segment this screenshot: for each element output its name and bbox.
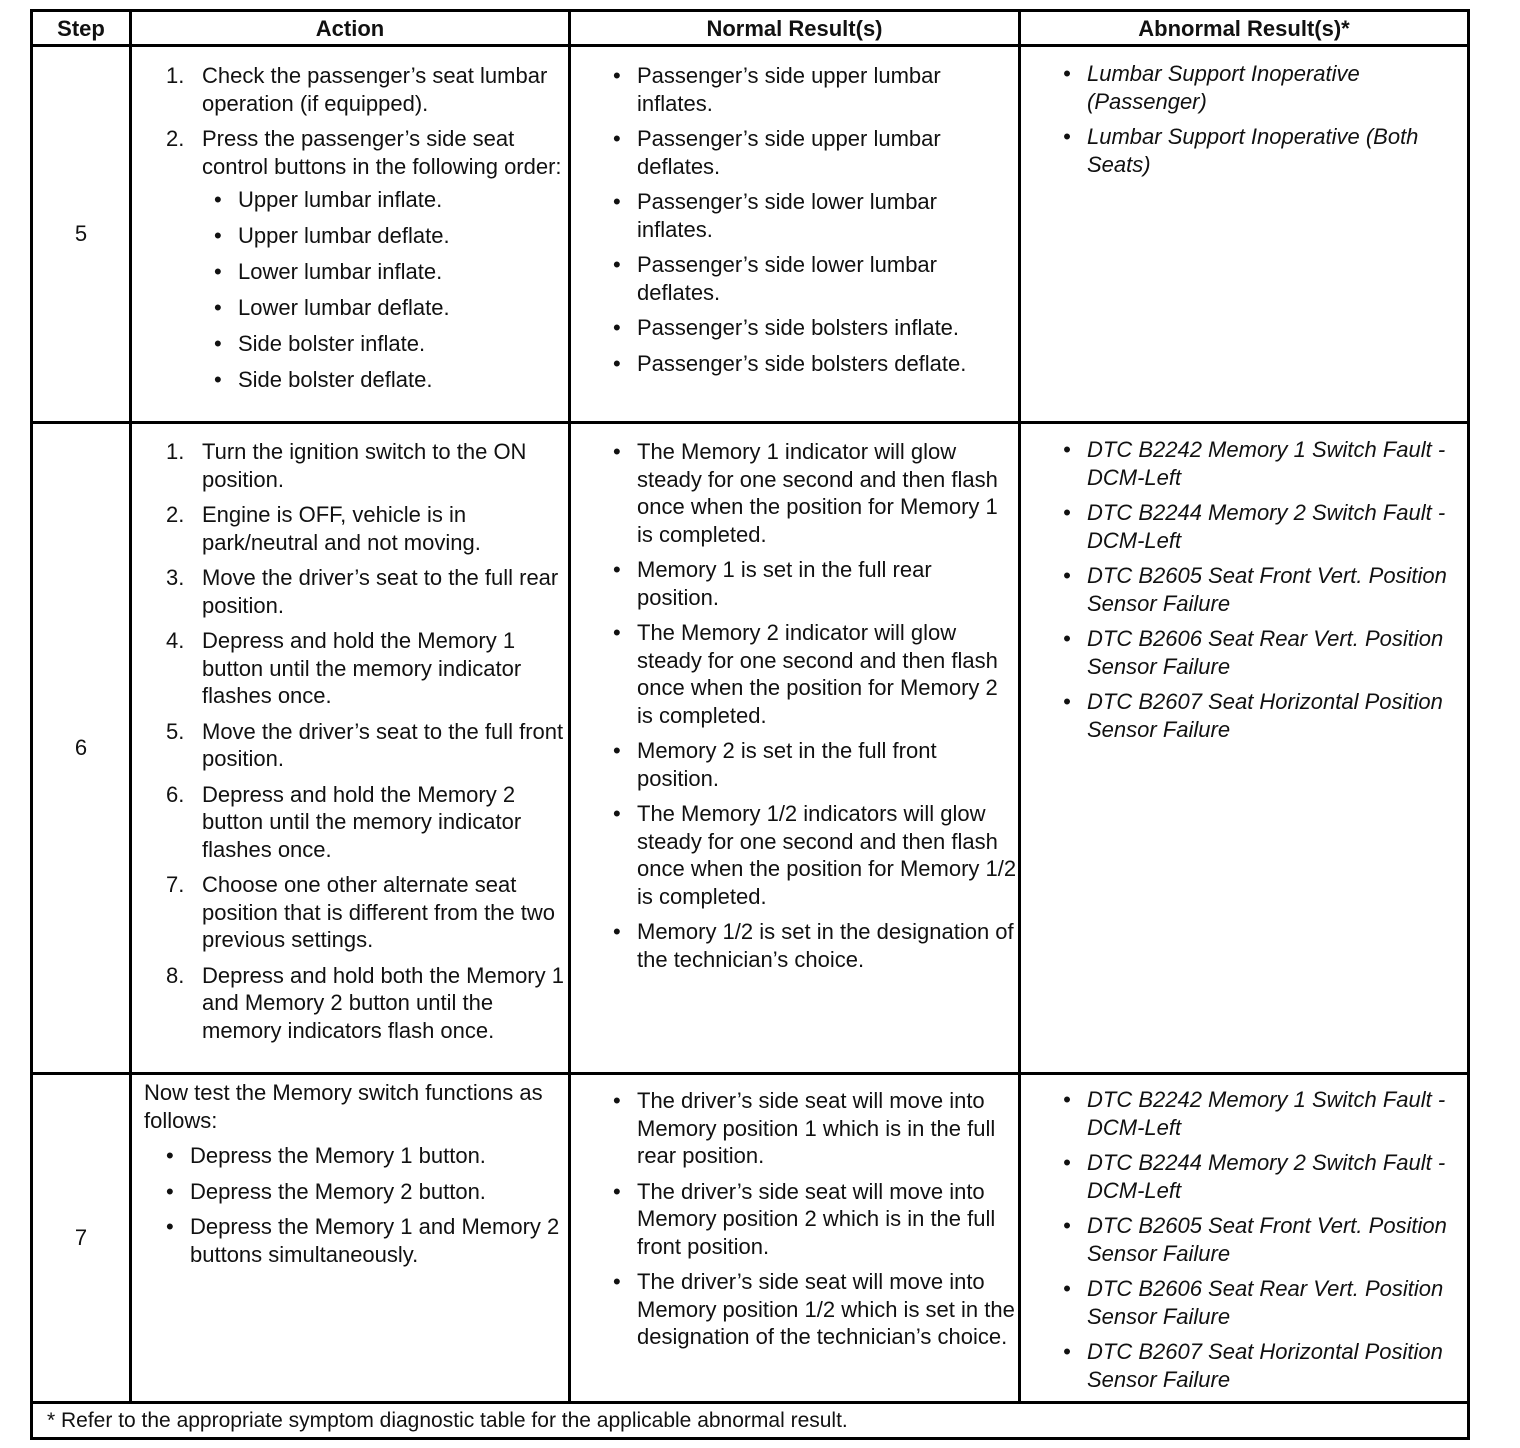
action-cell	[131, 46, 570, 423]
normal-results-cell	[570, 423, 1020, 1074]
footnote: * Refer to the appropriate symptom diagnostic table for the applicable abnormal result.	[32, 1403, 1469, 1439]
normal-results-list	[571, 62, 1018, 377]
abnormal-results-cell	[1020, 46, 1469, 423]
step-index: 3.	[166, 565, 185, 590]
sub-bullet-item: • Lower lumbar inflate.	[202, 258, 568, 286]
abnormal-result-item: • DTC B2605 Seat Front Vert. Position Sensor Failure	[1021, 1212, 1467, 1267]
normal-result-item: • Passenger’s side upper lumbar inflates.	[571, 62, 1018, 117]
action-step	[132, 962, 568, 1045]
abnormal-result-item: • DTC B2244 Memory 2 Switch Fault - DCM-Left	[1021, 499, 1467, 554]
sub-bullet-list	[132, 1142, 568, 1268]
sub-bullet-item: • Depress the Memory 1 and Memory 2 buttons simultaneously.	[132, 1213, 568, 1268]
table-row-step-6	[32, 423, 1469, 1074]
sub-bullet-item: • Depress the Memory 2 button.	[132, 1178, 568, 1206]
action-step	[132, 125, 568, 394]
normal-result-item: • Passenger’s side upper lumbar deflates.	[571, 125, 1018, 180]
normal-result-item: • Memory 1 is set in the full rear position.	[571, 556, 1018, 611]
header-row	[32, 11, 1469, 46]
action-step	[132, 438, 568, 493]
header-action: Action	[131, 11, 570, 46]
step-text: Engine is OFF, vehicle is in park/neutral and not moving.	[202, 502, 481, 555]
abnormal-result-item: • DTC B2607 Seat Horizontal Position Sensor Failure	[1021, 1338, 1467, 1393]
sub-bullet-item: • Side bolster deflate.	[202, 366, 568, 394]
step-number: 7	[32, 1074, 131, 1403]
step-index: 1.	[166, 439, 185, 464]
step-text: Move the driver’s seat to the full front position.	[202, 718, 564, 771]
abnormal-results-list	[1021, 60, 1467, 178]
abnormal-result-item: • Lumbar Support Inoperative (Both Seats)	[1021, 123, 1467, 178]
action-step	[132, 62, 568, 117]
abnormal-result-item: • DTC B2607 Seat Horizontal Position Sensor Failure	[1021, 688, 1467, 743]
step-text: Turn the ignition switch to the ON position.	[202, 439, 527, 492]
header-normal-results: Normal Result(s)	[570, 11, 1020, 46]
abnormal-result-item: • DTC B2606 Seat Rear Vert. Position Sensor Failure	[1021, 1275, 1467, 1330]
normal-result-item: • The Memory 1 indicator will glow steady for one second and then flash once when the position for Memory 1 is completed.	[571, 438, 1018, 548]
normal-result-item: • Passenger’s side bolsters deflate.	[571, 350, 1018, 378]
action-cell	[131, 423, 570, 1074]
step-text: Choose one other alternate seat position that is different from the two previous settings.	[202, 872, 555, 952]
normal-result-item: • Passenger’s side bolsters inflate.	[571, 314, 1018, 342]
abnormal-results-cell	[1020, 1074, 1469, 1403]
sub-bullet-item: • Side bolster inflate.	[202, 330, 568, 358]
abnormal-result-item: • Lumbar Support Inoperative (Passenger)	[1021, 60, 1467, 115]
table-row-step-7	[32, 1074, 1469, 1403]
diagnostic-table	[30, 9, 1470, 1440]
sub-bullet-item: • Lower lumbar deflate.	[202, 294, 568, 322]
header-abnormal-results: Abnormal Result(s)*	[1020, 11, 1469, 46]
step-index: 2.	[166, 126, 185, 151]
step-text: Depress and hold both the Memory 1 and Memory 2 button until the memory indicators flash once.	[202, 962, 564, 1043]
abnormal-result-item: • DTC B2242 Memory 1 Switch Fault - DCM-Left	[1021, 1086, 1467, 1141]
step-index: 2.	[166, 502, 185, 527]
normal-result-item: • The driver’s side seat will move into Memory position 1 which is in the full rear position.	[571, 1087, 1018, 1170]
normal-result-item: • Memory 1/2 is set in the designation of the technician’s choice.	[571, 918, 1018, 973]
abnormal-result-item: • DTC B2605 Seat Front Vert. Position Sensor Failure	[1021, 562, 1467, 617]
normal-result-item: • The Memory 2 indicator will glow steady for one second and then flash once when the position for Memory 2 is completed.	[571, 619, 1018, 729]
action-steps	[132, 62, 568, 394]
sub-bullet-item: • Upper lumbar deflate.	[202, 222, 568, 250]
step-text: Depress and hold the Memory 1 button until the memory indicator flashes once.	[202, 628, 522, 708]
abnormal-results-list	[1021, 1086, 1467, 1393]
table-row-step-5	[32, 46, 1469, 423]
abnormal-result-item: • DTC B2242 Memory 1 Switch Fault - DCM-Left	[1021, 436, 1467, 491]
normal-results-cell	[570, 1074, 1020, 1403]
header-step: Step	[32, 11, 131, 46]
normal-result-item: • Passenger’s side lower lumbar inflates.	[571, 188, 1018, 243]
action-intro: Now test the Memory switch functions as follows:	[144, 1080, 543, 1133]
action-cell	[131, 1074, 570, 1403]
step-number: 6	[32, 423, 131, 1074]
action-steps	[132, 438, 568, 1044]
action-step	[132, 781, 568, 864]
sub-bullet-item: • Depress the Memory 1 button.	[132, 1142, 568, 1170]
abnormal-results-cell	[1020, 423, 1469, 1074]
action-step	[132, 627, 568, 710]
normal-results-list	[571, 1087, 1018, 1351]
normal-results-list	[571, 438, 1018, 973]
normal-results-cell	[570, 46, 1020, 423]
normal-result-item: • Memory 2 is set in the full front position.	[571, 737, 1018, 792]
normal-result-item: • The driver’s side seat will move into Memory position 2 which is in the full front position.	[571, 1178, 1018, 1261]
sub-bullet-item: • Upper lumbar inflate.	[202, 186, 568, 214]
step-text: Check the passenger’s seat lumbar operation (if equipped).	[202, 63, 548, 116]
abnormal-result-item: • DTC B2606 Seat Rear Vert. Position Sensor Failure	[1021, 625, 1467, 680]
step-index: 6.	[166, 781, 185, 807]
step-index: 8.	[166, 962, 185, 988]
step-number: 5	[32, 46, 131, 423]
normal-result-item: • Passenger’s side lower lumbar deflates.	[571, 251, 1018, 306]
sub-bullet-list	[202, 186, 568, 394]
step-text: Depress and hold the Memory 2 button until the memory indicator flashes once.	[202, 781, 522, 862]
normal-result-item: • The driver’s side seat will move into Memory position 1/2 which is set in the designation of the technician’s choice.	[571, 1268, 1018, 1351]
action-step	[132, 501, 568, 556]
action-step	[132, 718, 568, 773]
normal-result-item: • The Memory 1/2 indicators will glow steady for one second and then flash once when the position for Memory 1/2 is completed.	[571, 800, 1018, 910]
footnote-row	[32, 1403, 1469, 1439]
step-text: Press the passenger’s side seat control buttons in the following order:	[202, 126, 562, 179]
abnormal-result-item: • DTC B2244 Memory 2 Switch Fault - DCM-Left	[1021, 1149, 1467, 1204]
abnormal-results-list	[1021, 436, 1467, 743]
step-index: 1.	[166, 63, 185, 88]
step-text: Move the driver’s seat to the full rear position.	[202, 565, 559, 618]
step-index: 7.	[166, 872, 185, 897]
action-step	[132, 871, 568, 954]
action-step	[132, 564, 568, 619]
step-index: 5.	[166, 718, 185, 744]
step-index: 4.	[166, 628, 185, 653]
